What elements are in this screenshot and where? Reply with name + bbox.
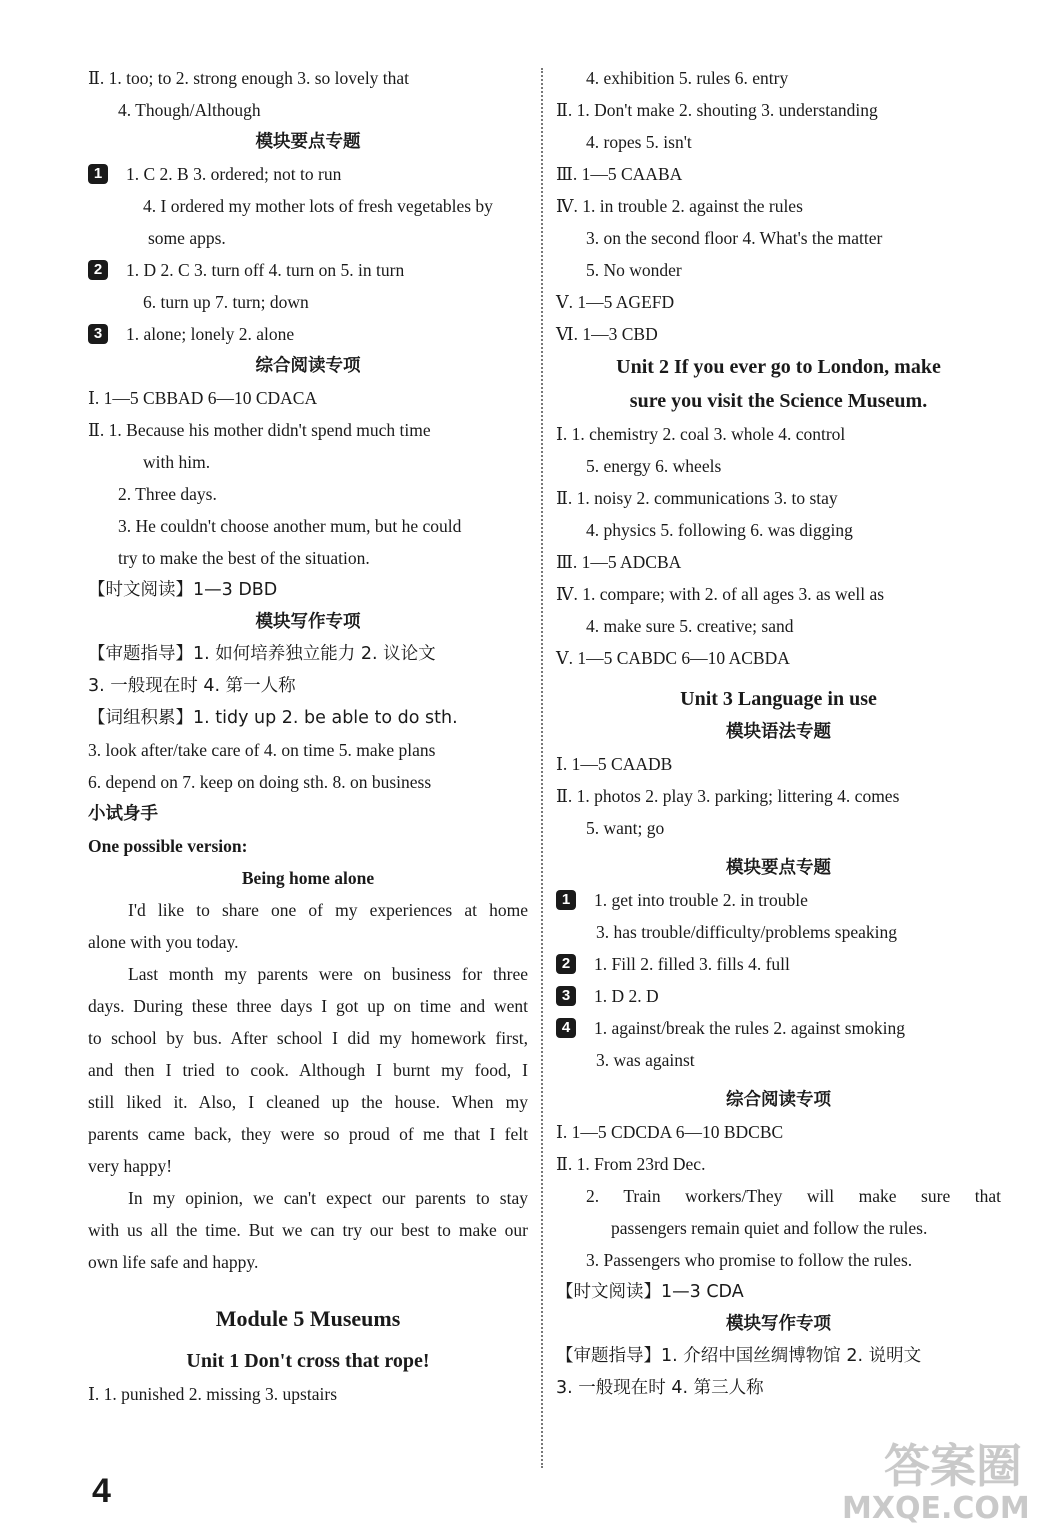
answer-line: 【词组积累】1. tidy up 2. be able to do sth. — [88, 708, 458, 728]
answer-line: Ⅱ. 1. photos 2. play 3. parking; littering 4. comes — [556, 786, 900, 806]
answer-line — [556, 948, 1001, 980]
answer-line: Ⅳ. 1. compare; with 2. of all ages 3. as well as — [556, 584, 885, 604]
answer-line: 2. Train workers/They will make sure that — [586, 1186, 1001, 1206]
answer-text: 1. against/break the rules 2. against smoking — [594, 1018, 906, 1038]
unit-heading: Unit 2 If you ever go to London, make — [616, 356, 941, 378]
answer-line: try to make the best of the situation. — [118, 548, 370, 568]
essay-title: Being home alone — [241, 868, 375, 888]
answer-line: 3. was against — [596, 1050, 695, 1070]
answer-line: Ⅱ. 1. From 23rd Dec. — [556, 1154, 706, 1174]
answer-line: 4. Though/Although — [118, 100, 261, 120]
unit-heading: Unit 1 Don't cross that rope! — [186, 1350, 430, 1372]
answer-line: Ⅱ. 1. too; to 2. strong enough 3. so lovely that — [88, 68, 410, 88]
essay-line: to school by bus. After school I did my homework first, — [88, 1028, 528, 1048]
answer-text: 1. D 2. D — [594, 986, 659, 1006]
answer-line: 4. physics 5. following 6. was digging — [586, 520, 853, 540]
watermark-url: MXQE.COM — [842, 1491, 1030, 1526]
answer-line: 【审题指导】1. 介绍中国丝绸博物馆 2. 说明文 — [556, 1346, 922, 1366]
answer-line — [88, 158, 528, 190]
answer-line: 4. make sure 5. creative; sand — [586, 616, 794, 636]
spacer — [556, 844, 1001, 852]
answer-text: 1. C 2. B 3. ordered; not to run — [126, 164, 342, 184]
answer-line: with him. — [143, 452, 211, 472]
answer-line: some apps. — [148, 228, 226, 248]
essay-line: Last month my parents were on business for three — [128, 964, 528, 984]
essay-line: very happy! — [88, 1156, 173, 1176]
module-heading: Module 5 Museums — [215, 1306, 401, 1331]
answer-line: One possible version: — [88, 836, 248, 856]
right-column — [556, 62, 1001, 1404]
answer-line: Ⅵ. 1—3 CBD — [556, 324, 658, 344]
number-badge: 3 — [88, 324, 108, 344]
answer-line: Ⅰ. 1. punished 2. missing 3. upstairs — [88, 1384, 337, 1404]
answer-line: 【时文阅读】1—3 CDA — [556, 1282, 744, 1302]
number-badge: 2 — [88, 260, 108, 280]
number-badge: 1 — [88, 164, 108, 184]
answer-line — [556, 980, 1001, 1012]
answer-line — [88, 318, 528, 350]
answer-line: Ⅱ. 1. noisy 2. communications 3. to stay — [556, 488, 838, 508]
answer-line: 3. 一般现在时 4. 第一人称 — [88, 676, 296, 696]
answer-line: 3. 一般现在时 4. 第三人称 — [556, 1378, 764, 1398]
answer-line: Ⅲ. 1—5 CAABA — [556, 164, 683, 184]
answer-line: 6. depend on 7. keep on doing sth. 8. on business — [88, 772, 432, 792]
answer-line: 5. energy 6. wheels — [586, 456, 722, 476]
answer-line: 2. Three days. — [118, 484, 217, 504]
answer-line: 3. on the second floor 4. What's the matter — [586, 228, 883, 248]
answer-line: 小试身手 — [88, 804, 158, 824]
answer-line: 【时文阅读】1—3 DBD — [88, 580, 278, 600]
watermark — [842, 1439, 1030, 1530]
number-badge: 2 — [556, 954, 576, 974]
answer-line: Ⅰ. 1. chemistry 2. coal 3. whole 4. control — [556, 424, 846, 444]
answer-line: Ⅰ. 1—5 CBBAD 6—10 CDACA — [88, 388, 318, 408]
answer-line: 3. Passengers who promise to follow the rules. — [586, 1250, 913, 1270]
answer-text: 1. Fill 2. filled 3. fills 4. full — [594, 954, 790, 974]
unit-heading: sure you visit the Science Museum. — [629, 390, 928, 412]
answer-line: 6. turn up 7. turn; down — [143, 292, 309, 312]
answer-line: Ⅱ. 1. Because his mother didn't spend much time — [88, 420, 431, 440]
section-heading: 综合阅读专项 — [726, 1090, 831, 1110]
watermark-text: 答案圈 — [884, 1439, 1022, 1493]
unit-heading: Unit 3 Language in use — [680, 688, 877, 710]
answer-line: Ⅳ. 1. in trouble 2. against the rules — [556, 196, 803, 216]
section-heading: 模块写作专项 — [726, 1314, 831, 1334]
answer-line: 3. He couldn't choose another mum, but he could — [118, 516, 462, 536]
essay-line: I'd like to share one of my experiences at home — [128, 900, 528, 920]
number-badge: 1 — [556, 890, 576, 910]
answer-line: Ⅲ. 1—5 ADCBA — [556, 552, 682, 572]
answer-line: 4. ropes 5. isn't — [586, 132, 692, 152]
answer-text: 1. D 2. C 3. turn off 4. turn on 5. in turn — [126, 260, 405, 280]
section-heading: 模块写作专项 — [255, 612, 361, 632]
section-heading: 综合阅读专项 — [255, 356, 361, 376]
number-badge: 3 — [556, 986, 576, 1006]
number-badge: 4 — [556, 1018, 576, 1038]
essay-line: In my opinion, we can't expect our parents to stay — [128, 1188, 528, 1208]
spacer — [88, 1278, 528, 1294]
answer-text: 1. alone; lonely 2. alone — [126, 324, 295, 344]
answer-line: 【审题指导】1. 如何培养独立能力 2. 议论文 — [88, 644, 436, 664]
answer-line — [556, 1012, 1001, 1044]
column-divider — [541, 68, 543, 1468]
answer-line: Ⅴ. 1—5 AGEFD — [556, 292, 675, 312]
answer-text: 1. get into trouble 2. in trouble — [594, 890, 808, 910]
essay-line: alone with you today. — [88, 932, 239, 952]
section-heading: 模块要点专题 — [726, 858, 831, 878]
answer-line: Ⅱ. 1. Don't make 2. shouting 3. understanding — [556, 100, 878, 120]
answer-line: 5. No wonder — [586, 260, 682, 280]
answer-line — [88, 254, 528, 286]
answer-line: 3. has trouble/difficulty/problems speaking — [596, 922, 898, 942]
essay-line: days. During these three days I got up on time and went — [88, 996, 528, 1016]
answer-line: Ⅰ. 1—5 CAADB — [556, 754, 673, 774]
answer-line: 3. look after/take care of 4. on time 5. make plans — [88, 740, 436, 760]
page-number: 4 — [92, 1472, 111, 1510]
essay-line: still liked it. Also, I cleaned up the house. When my — [88, 1092, 528, 1112]
answer-line: 4. exhibition 5. rules 6. entry — [586, 68, 789, 88]
spacer — [556, 1076, 1001, 1084]
answer-line: passengers remain quiet and follow the rules. — [611, 1218, 928, 1238]
section-heading: 模块要点专题 — [255, 132, 361, 152]
section-heading: 模块语法专题 — [726, 722, 831, 742]
spacer — [556, 674, 1001, 682]
answer-line — [556, 884, 1001, 916]
essay-line: parents came back, they were so proud of me that I felt — [88, 1124, 528, 1144]
essay-line: with us all the time. But we can try our best to make our — [88, 1220, 528, 1240]
essay-line: own life safe and happy. — [88, 1252, 259, 1272]
answer-line: 4. I ordered my mother lots of fresh vegetables by — [143, 196, 493, 216]
essay-line: and then I tried to cook. Although I burnt my food, I — [88, 1060, 528, 1080]
left-column — [88, 62, 528, 1410]
answer-line: 5. want; go — [586, 818, 665, 838]
answer-line: Ⅴ. 1—5 CABDC 6—10 ACBDA — [556, 648, 790, 668]
answer-line: Ⅰ. 1—5 CDCDA 6—10 BDCBC — [556, 1122, 784, 1142]
